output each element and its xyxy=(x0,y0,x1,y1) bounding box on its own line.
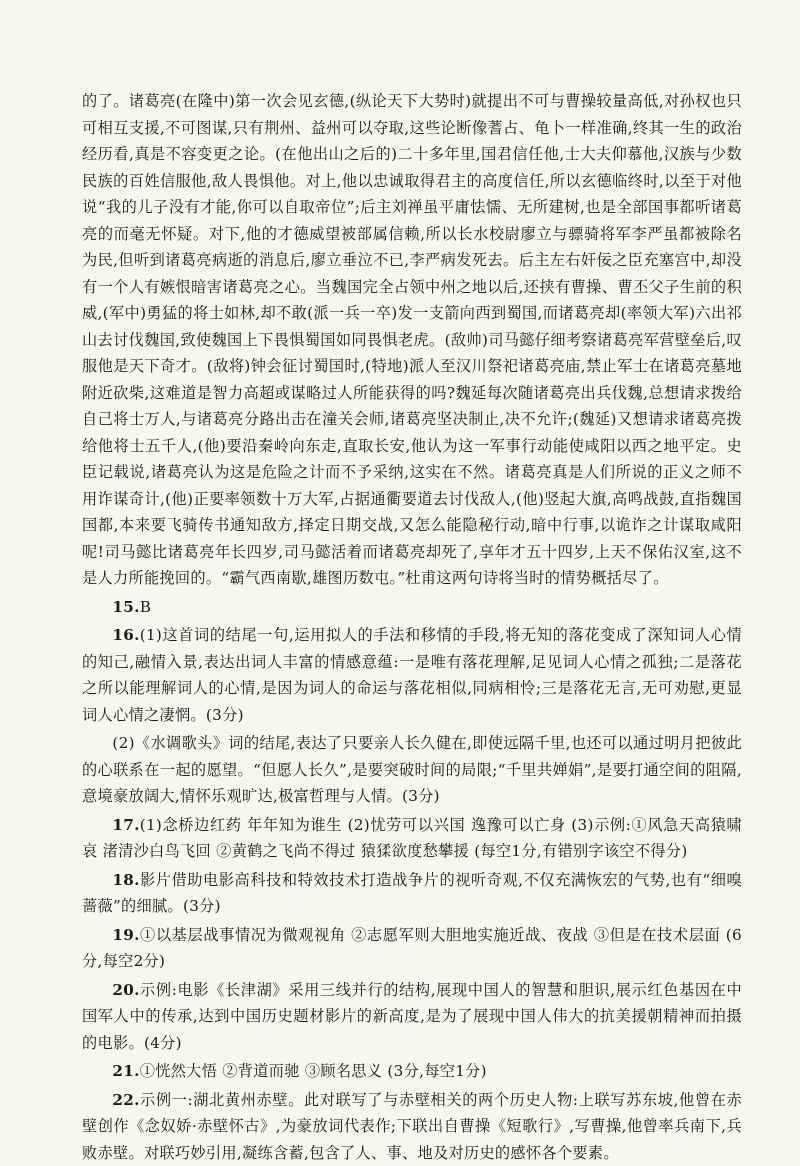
answer-21-text: ①恍然大悟 ②背道而驰 ③顾名思义 (3分,每空1分) xyxy=(140,1062,487,1080)
answer-19 xyxy=(82,922,742,975)
answer-22 xyxy=(82,1087,742,1166)
answer-20-text: 示例:电影《长津湖》采用三线并行的结构,展现中国人的智慧和胆识,展示红色基因在中国军人中的传承,达到中国历史题材影片的新高度,是为了展现中国人伟大的抗美援朝精神而拍摄的电影。(4分) xyxy=(82,981,742,1052)
answer-18-number: 18. xyxy=(112,871,139,889)
answer-18-text: 影片借助电影高科技和特效技术打造战争片的视听奇观,不仅充满恢宏的气势,也有“细嗅蔷薇”的细腻。(3分) xyxy=(82,871,742,916)
answer-16-number: 16. xyxy=(112,626,139,644)
answer-16-part2: (2)《水调歌头》词的结尾,表达了只要亲人长久健在,即使远隔千里,也还可以通过明月把彼此的心联系在一起的愿望。“但愿人长久”,是要突破时间的局限;“千里共婵娟”,是要打通空间的阻隔,意境豪放阔大,情怀乐观旷达,极富哲理与人情。(3分) xyxy=(82,730,742,810)
answer-17 xyxy=(82,812,742,865)
answer-21-number: 21. xyxy=(112,1062,139,1080)
answer-15-number: 15. xyxy=(112,598,139,616)
answer-19-number: 19. xyxy=(112,926,139,944)
answer-21 xyxy=(82,1058,742,1085)
answer-15 xyxy=(82,594,742,621)
answer-20 xyxy=(82,977,742,1057)
answer-17-text: (1)念桥边红药 年年知为谁生 (2)忧劳可以兴国 逸豫可以亡身 (3)示例:①风急天高猿啸哀 渚清沙白鸟飞回 ②黄鹤之飞尚不得过 猿猱欲度愁攀援 (每空1分,有错别字该空不得分) xyxy=(82,816,742,861)
translation-paragraph: 的了。诸葛亮(在隆中)第一次会见玄德,(纵论天下大势时)就提出不可与曹操较量高低,对孙权也只可相互支援,不可图谋,只有荆州、益州可以夺取,这些论断像蓍占、龟卜一样准确,终其一生的政治经历看,真是不容变更之论。(在他出山之后的)二十多年里,国君信任他,士大夫仰慕他,汉族与少数民族的百姓信服他,敌人畏惧他。对上,他以忠诚取得君主的高度信任,所以玄德临终时,以至于对他说“我的儿子没有才能,你可以自取帝位”;后主刘禅虽平庸怯懦、无所建树,也是全部国事都听诸葛亮的而毫无怀疑。对下,他的才德威望被部属信赖,所以长水校尉廖立与骠骑将军李严虽都被除名为民,但听到诸葛亮病逝的消息后,廖立垂泣不已,李严病发死去。后主左右奸佞之臣充塞宫中,却没有一个人有嫉恨暗害诸葛亮之心。当魏国完全占领中州之地以后,还挟有曹操、曹丕父子生前的积威,(军中)勇猛的将士如林,却不敢(派一兵一卒)发一支箭向西到蜀国,而诸葛亮却(率领大军)六出祁山去讨伐魏国,致使魏国上下畏惧蜀国如同畏惧老虎。(敌帅)司马懿仔细考察诸葛亮军营壁垒后,叹服他是天下奇才。(敌将)钟会征讨蜀国时,(特地)派人至汉川祭祀诸葛亮庙,禁止军士在诸葛亮墓地附近砍柴,这难道是智力高超或谋略过人所能获得的吗?魏延每次随诸葛亮出兵伐魏,总想请求拨给自己将士万人,与诸葛亮分路出击在潼关会师,诸葛亮坚决制止,决不允许;(魏延)又想请求诸葛亮拨给他将士五千人,(他)要沿秦岭向东走,直取长安,他认为这一军事行动能使咸阳以西之地平定。史臣记载说,诸葛亮认为这是危险之计而不予采纳,这实在不然。诸葛亮真是人们所说的正义之师不用诈谋奇计,(他)正要率领数十万大军,占据通衢要道去讨伐敌人,(他)竖起大旗,高鸣战鼓,直指魏国国都,本来要飞骑传书通知敌方,择定日期交战,又怎么能隐秘行动,暗中行事,以诡诈之计谋取咸阳呢!司马懿比诸葛亮年长四岁,司马懿活着而诸葛亮却死了,享年才五十四岁,上天不保佑汉室,这不是人力所能挽回的。“霸气西南歇,雄图历数屯。”杜甫这两句诗将当时的情势概括尽了。 xyxy=(82,88,742,592)
answer-20-number: 20. xyxy=(112,981,139,999)
answer-19-text: ①以基层战事情况为微观视角 ②志愿军则大胆地实施近战、夜战 ③但是在技术层面 (6分,每空2分) xyxy=(82,926,742,971)
answer-18 xyxy=(82,867,742,920)
answer-17-number: 17. xyxy=(112,816,139,834)
answer-22-number: 22. xyxy=(112,1091,139,1109)
answer-15-text: B xyxy=(140,598,151,616)
answer-16-part1 xyxy=(82,622,742,728)
answer-16-part1-text: (1)这首词的结尾一句,运用拟人的手法和移情的手段,将无知的落花变成了深知词人心情的知己,融情入景,表达出词人丰富的情感意蕴:一是唯有落花理解,足见词人心情之孤独;二是落花之所以能理解词人的心情,是因为词人的命运与落花相似,同病相怜;三是落花无言,无可劝慰,更显词人心情之凄惘。(3分) xyxy=(82,626,742,724)
answer-22-text: 示例一:湖北黄州赤壁。此对联写了与赤壁相关的两个历史人物:上联写苏东坡,他曾在赤壁创作《念奴娇·赤壁怀古》,为豪放词代表作;下联出自曹操《短歌行》,写曹操,他曾率兵南下,兵败赤壁。对联巧妙引用,凝练含蓄,包含了人、事、地及对历史的感怀各个要素。 xyxy=(82,1091,742,1162)
